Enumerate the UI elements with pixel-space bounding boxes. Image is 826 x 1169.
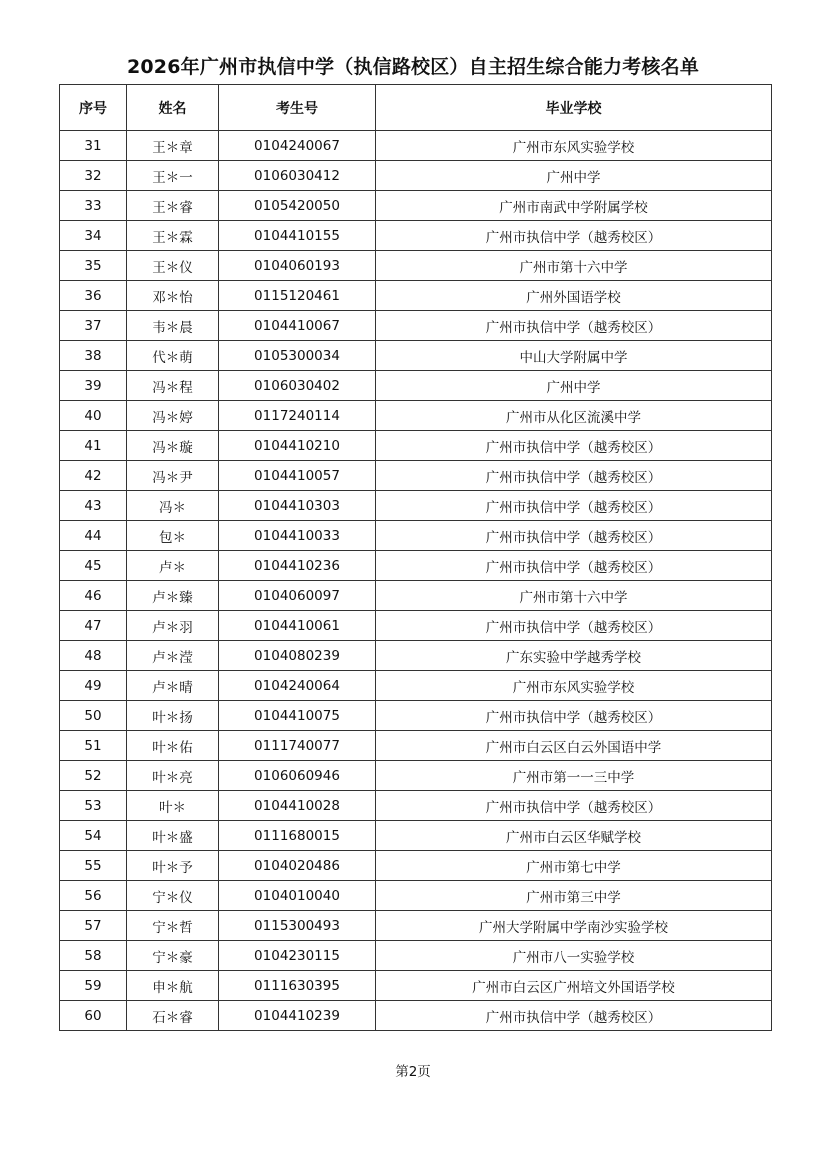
table-row (60, 551, 772, 581)
name-cell: 卢＊晴 (127, 671, 219, 701)
school-cell: 广州市八一实验学校 (376, 941, 772, 971)
seq-cell: 59 (60, 971, 127, 1001)
name-cell: 冯＊程 (127, 371, 219, 401)
school-cell: 广东实验中学越秀学校 (376, 641, 772, 671)
table-row (60, 1001, 772, 1031)
table-row (60, 791, 772, 821)
school-cell: 广州大学附属中学南沙实验学校 (376, 911, 772, 941)
table-row (60, 461, 772, 491)
name-cell: 冯＊婷 (127, 401, 219, 431)
school-cell: 广州市执信中学（越秀校区） (376, 311, 772, 341)
exam-id-cell: 0105420050 (219, 191, 376, 221)
seq-cell: 49 (60, 671, 127, 701)
seq-cell: 51 (60, 731, 127, 761)
table-row (60, 341, 772, 371)
school-cell: 广州市东风实验学校 (376, 671, 772, 701)
table-body (60, 131, 772, 1031)
exam-id-cell: 0106030402 (219, 371, 376, 401)
seq-cell: 45 (60, 551, 127, 581)
exam-id-cell: 0104410067 (219, 311, 376, 341)
seq-cell: 53 (60, 791, 127, 821)
table-row (60, 941, 772, 971)
seq-cell: 40 (60, 401, 127, 431)
table-row (60, 731, 772, 761)
table-row (60, 911, 772, 941)
name-cell: 包＊ (127, 521, 219, 551)
school-cell: 中山大学附属中学 (376, 341, 772, 371)
name-cell: 王＊一 (127, 161, 219, 191)
name-cell: 卢＊ (127, 551, 219, 581)
school-cell: 广州市白云区白云外国语中学 (376, 731, 772, 761)
exam-id-cell: 0115300493 (219, 911, 376, 941)
seq-cell: 31 (60, 131, 127, 161)
table-row (60, 191, 772, 221)
seq-cell: 43 (60, 491, 127, 521)
seq-cell: 55 (60, 851, 127, 881)
seq-cell: 50 (60, 701, 127, 731)
school-cell: 广州市白云区华赋学校 (376, 821, 772, 851)
seq-cell: 58 (60, 941, 127, 971)
header-name: 姓名 (127, 85, 219, 131)
table-row (60, 251, 772, 281)
table-row (60, 221, 772, 251)
school-cell: 广州市白云区广州培文外国语学校 (376, 971, 772, 1001)
name-cell: 宁＊豪 (127, 941, 219, 971)
page-title: 2026年广州市执信中学（执信路校区）自主招生综合能力考核名单 (126, 56, 700, 78)
table-row (60, 971, 772, 1001)
exam-id-cell: 0104010040 (219, 881, 376, 911)
exam-id-cell: 0105300034 (219, 341, 376, 371)
exam-id-cell: 0104410033 (219, 521, 376, 551)
table-row (60, 311, 772, 341)
exam-id-cell: 0111680015 (219, 821, 376, 851)
exam-id-cell: 0104410057 (219, 461, 376, 491)
table-row (60, 851, 772, 881)
exam-id-cell: 0104410075 (219, 701, 376, 731)
exam-id-cell: 0111740077 (219, 731, 376, 761)
name-cell: 卢＊臻 (127, 581, 219, 611)
school-cell: 广州市执信中学（越秀校区） (376, 551, 772, 581)
seq-cell: 41 (60, 431, 127, 461)
school-cell: 广州市执信中学（越秀校区） (376, 491, 772, 521)
seq-cell: 47 (60, 611, 127, 641)
table-row (60, 611, 772, 641)
name-cell: 宁＊哲 (127, 911, 219, 941)
exam-id-cell: 0104080239 (219, 641, 376, 671)
exam-id-cell: 0104020486 (219, 851, 376, 881)
name-cell: 叶＊扬 (127, 701, 219, 731)
school-cell: 广州市从化区流溪中学 (376, 401, 772, 431)
exam-id-cell: 0104240064 (219, 671, 376, 701)
table-row (60, 371, 772, 401)
exam-id-cell: 0104410210 (219, 431, 376, 461)
school-cell: 广州市执信中学（越秀校区） (376, 701, 772, 731)
page-number: 第2页 (395, 1064, 431, 1080)
table-row (60, 521, 772, 551)
name-cell: 邓＊怡 (127, 281, 219, 311)
table-row (60, 401, 772, 431)
header-seq: 序号 (60, 85, 127, 131)
header-exam-id: 考生号 (219, 85, 376, 131)
name-cell: 王＊章 (127, 131, 219, 161)
exam-id-cell: 0104410155 (219, 221, 376, 251)
table-row (60, 431, 772, 461)
seq-cell: 36 (60, 281, 127, 311)
header-school: 毕业学校 (376, 85, 772, 131)
name-cell: 石＊睿 (127, 1001, 219, 1031)
school-cell: 广州中学 (376, 161, 772, 191)
table-row (60, 641, 772, 671)
name-cell: 冯＊ (127, 491, 219, 521)
name-cell: 卢＊羽 (127, 611, 219, 641)
exam-id-cell: 0104240067 (219, 131, 376, 161)
exam-id-cell: 0104410028 (219, 791, 376, 821)
name-cell: 王＊霖 (127, 221, 219, 251)
exam-id-cell: 0115120461 (219, 281, 376, 311)
school-cell: 广州外国语学校 (376, 281, 772, 311)
school-cell: 广州市执信中学（越秀校区） (376, 521, 772, 551)
table-row (60, 161, 772, 191)
school-cell: 广州市第三中学 (376, 881, 772, 911)
school-cell: 广州市第十六中学 (376, 581, 772, 611)
exam-id-cell: 0106060946 (219, 761, 376, 791)
table-row (60, 761, 772, 791)
name-cell: 冯＊尹 (127, 461, 219, 491)
table-row (60, 281, 772, 311)
seq-cell: 54 (60, 821, 127, 851)
name-cell: 叶＊ (127, 791, 219, 821)
seq-cell: 38 (60, 341, 127, 371)
school-cell: 广州市第七中学 (376, 851, 772, 881)
exam-id-cell: 0104230115 (219, 941, 376, 971)
table-row (60, 581, 772, 611)
exam-id-cell: 0104410061 (219, 611, 376, 641)
exam-id-cell: 0104410303 (219, 491, 376, 521)
table-row (60, 821, 772, 851)
name-cell: 申＊航 (127, 971, 219, 1001)
seq-cell: 33 (60, 191, 127, 221)
name-cell: 代＊萌 (127, 341, 219, 371)
school-cell: 广州市执信中学（越秀校区） (376, 431, 772, 461)
name-cell: 韦＊晨 (127, 311, 219, 341)
table-row (60, 131, 772, 161)
school-cell: 广州市执信中学（越秀校区） (376, 221, 772, 251)
school-cell: 广州市执信中学（越秀校区） (376, 1001, 772, 1031)
school-cell: 广州市执信中学（越秀校区） (376, 791, 772, 821)
exam-id-cell: 0104060193 (219, 251, 376, 281)
seq-cell: 39 (60, 371, 127, 401)
exam-id-cell: 0104410236 (219, 551, 376, 581)
table-header-row (60, 85, 772, 131)
name-cell: 卢＊滢 (127, 641, 219, 671)
seq-cell: 35 (60, 251, 127, 281)
seq-cell: 56 (60, 881, 127, 911)
school-cell: 广州市执信中学（越秀校区） (376, 461, 772, 491)
exam-id-cell: 0104410239 (219, 1001, 376, 1031)
table-row (60, 881, 772, 911)
table-row (60, 701, 772, 731)
seq-cell: 42 (60, 461, 127, 491)
seq-cell: 37 (60, 311, 127, 341)
exam-id-cell: 0117240114 (219, 401, 376, 431)
seq-cell: 32 (60, 161, 127, 191)
name-cell: 王＊仪 (127, 251, 219, 281)
name-cell: 叶＊亮 (127, 761, 219, 791)
seq-cell: 52 (60, 761, 127, 791)
school-cell: 广州市南武中学附属学校 (376, 191, 772, 221)
name-cell: 王＊睿 (127, 191, 219, 221)
name-cell: 叶＊予 (127, 851, 219, 881)
seq-cell: 48 (60, 641, 127, 671)
table-row (60, 671, 772, 701)
name-cell: 宁＊仪 (127, 881, 219, 911)
table-row (60, 491, 772, 521)
seq-cell: 57 (60, 911, 127, 941)
school-cell: 广州市执信中学（越秀校区） (376, 611, 772, 641)
school-cell: 广州市第一一三中学 (376, 761, 772, 791)
school-cell: 广州市第十六中学 (376, 251, 772, 281)
seq-cell: 46 (60, 581, 127, 611)
roster-table (59, 84, 772, 1031)
seq-cell: 44 (60, 521, 127, 551)
exam-id-cell: 0111630395 (219, 971, 376, 1001)
name-cell: 冯＊璇 (127, 431, 219, 461)
school-cell: 广州市东风实验学校 (376, 131, 772, 161)
name-cell: 叶＊盛 (127, 821, 219, 851)
school-cell: 广州中学 (376, 371, 772, 401)
seq-cell: 60 (60, 1001, 127, 1031)
name-cell: 叶＊佑 (127, 731, 219, 761)
exam-id-cell: 0106030412 (219, 161, 376, 191)
exam-id-cell: 0104060097 (219, 581, 376, 611)
seq-cell: 34 (60, 221, 127, 251)
